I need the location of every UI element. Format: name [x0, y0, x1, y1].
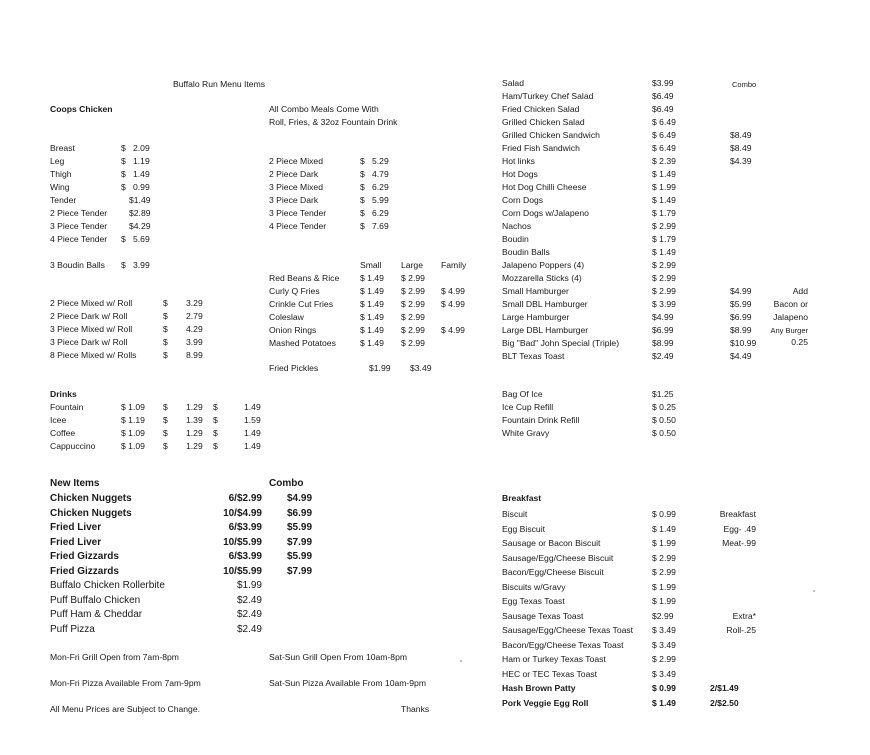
breakfast-item-name: Bacon/Egg/Cheese Texas Toast: [502, 639, 624, 650]
side-item-large: $ 2.99: [401, 286, 425, 296]
grill-item-price: $3.99: [652, 78, 674, 88]
drink-dollar-medium: $: [163, 402, 168, 412]
breakfast-item-price: $ 3.49: [652, 639, 676, 650]
drink-name: Icee: [50, 415, 67, 425]
combo-notice-line1: All Combo Meals Come With: [269, 104, 379, 114]
drinks-heading: Drinks: [50, 389, 77, 399]
grill-item-price: $ 6.49: [652, 117, 676, 127]
breakfast-item-price: $ 1.99: [652, 581, 676, 592]
grill-item-name: Salad: [502, 78, 524, 88]
breakfast-item-note: 2/$1.49: [710, 683, 739, 693]
drink-dollar-large: $: [213, 402, 218, 412]
grill-item-name: Hot Dog Chilli Cheese: [502, 182, 587, 192]
grill-item-price: $ 1.79: [652, 234, 676, 244]
combo-item-dollar: $: [360, 156, 365, 166]
grill-item-price: $ 2.39: [652, 156, 676, 166]
side-item-small: $ 1.49: [360, 312, 384, 322]
new-item-price: $2.49: [236, 594, 262, 606]
chicken-item-name: Breast: [50, 143, 75, 153]
chicken-item-name: Wing: [50, 182, 70, 192]
breakfast-item-price: $ 1.99: [652, 538, 676, 548]
breakfast-item-name: Egg Biscuit: [502, 523, 545, 534]
chicken-item-dollar: $: [121, 156, 126, 166]
misc-item-name: Fountain Drink Refill: [502, 415, 580, 425]
grill-item-name: Nachos: [502, 221, 532, 231]
drink-price-small: $ 1.09: [121, 428, 145, 438]
grill-item-name: Large Hamburger: [502, 312, 570, 322]
mixed-item-name: 2 Piece Mixed w/ Roll: [50, 298, 133, 308]
side-item-large: $ 2.99: [401, 338, 425, 348]
drink-dollar-large: $: [213, 428, 218, 438]
combo-item-dollar: $: [360, 221, 365, 231]
mixed-item-name: 3 Piece Mixed w/ Roll: [50, 324, 133, 334]
mixed-item-dollar: $: [163, 324, 168, 334]
grill-item-price: $ 3.99: [652, 299, 676, 309]
drink-name: Coffee: [50, 428, 76, 438]
combo-item-name: 3 Piece Dark: [269, 195, 319, 205]
grill-item-name: Boudin: [502, 234, 529, 244]
new-item-price: $1.99: [236, 580, 262, 591]
combo-item-name: 2 Piece Dark: [269, 169, 319, 179]
side-item-small: $ 1.49: [360, 338, 384, 348]
grill-item-price: $2.49: [652, 351, 674, 361]
drink-price-medium: 1.29: [186, 428, 203, 438]
grill-hours-weekday: Mon-Fri Grill Open from 7am-8pm: [50, 652, 179, 662]
side-item-family: $ 4.99: [441, 299, 465, 309]
grill-item-price: $6.49: [652, 91, 674, 101]
grill-item-combo: $4.39: [730, 156, 752, 166]
side-item-name: Curly Q Fries: [269, 286, 320, 296]
combo-item-name: 3 Piece Mixed: [269, 182, 323, 192]
new-item-price: 10/$5.99: [223, 565, 262, 577]
menu-title: Buffalo Run Menu Items: [173, 79, 266, 89]
chicken-item-price: $2.89: [129, 208, 151, 218]
grill-item-combo: $8.49: [730, 130, 752, 140]
combo-item-name: 4 Piece Tender: [269, 221, 327, 231]
breakfast-item-price: $ 2.99: [652, 567, 676, 577]
mixed-item-name: 2 Piece Dark w/ Roll: [50, 311, 128, 321]
breakfast-item-note: 2/$2.50: [710, 697, 739, 708]
scan-speck: [460, 660, 462, 662]
pizza-hours-weekday: Mon-Fri Pizza Available From 7am-9pm: [50, 678, 201, 688]
breakfast-item-price: $ 1.49: [652, 523, 676, 534]
grill-item-combo: $8.49: [730, 143, 752, 153]
combo-item-dollar: $: [360, 208, 365, 218]
drink-dollar-large: $: [213, 415, 218, 425]
sides-header-large: Large: [401, 260, 423, 270]
misc-item-price: $ 0.50: [652, 415, 676, 425]
grill-item-price: $4.99: [652, 312, 674, 322]
drink-price-large: 1.49: [244, 428, 261, 438]
combo-item-dollar: $: [360, 182, 365, 192]
breakfast-item-name: Sausage/Egg/Cheese Biscuit: [502, 552, 614, 563]
sides-header-family: Family: [441, 260, 467, 270]
grill-item-name: BLT Texas Toast: [502, 351, 565, 361]
chicken-item-name: Tender: [50, 195, 77, 205]
breakfast-heading: Breakfast: [502, 493, 542, 503]
mixed-item-dollar: $: [163, 298, 168, 308]
side-item-large: $ 2.99: [401, 273, 425, 283]
grill-item-name: Corn Dogs w/Jalapeno: [502, 208, 589, 218]
new-item-name: Fried Gizzards: [50, 551, 119, 562]
new-item-price: 10/$4.99: [223, 507, 262, 519]
combo-item-price: 7.69: [372, 221, 389, 231]
breakfast-item-note: Meat-.99: [722, 538, 756, 548]
grill-item-name: Hot links: [502, 156, 535, 166]
burger-addon-note: 0.25: [791, 337, 808, 347]
new-item-name: Chicken Nuggets: [50, 507, 132, 519]
breakfast-item-name: Biscuits w/Gravy: [502, 581, 566, 592]
chicken-item-dollar: $: [121, 143, 126, 153]
breakfast-item-name: Pork Veggie Egg Roll: [502, 697, 589, 708]
grill-item-price: $ 2.99: [652, 286, 676, 296]
combo-notice-line2: Roll, Fries, & 32oz Fountain Drink: [269, 117, 398, 127]
drink-price-medium: 1.29: [186, 441, 203, 451]
grill-combo-label: Combo: [732, 80, 757, 89]
grill-item-price: $ 6.49: [652, 130, 676, 140]
breakfast-item-price: $ 1.49: [652, 697, 676, 708]
grill-item-name: Fried Fish Sandwich: [502, 143, 580, 153]
grill-item-price: $ 1.99: [652, 182, 676, 192]
breakfast-item-name: Sausage Texas Toast: [502, 610, 584, 621]
chicken-item-price: 0.99: [133, 182, 150, 192]
misc-item-price: $ 0.50: [652, 428, 676, 438]
grill-item-price: $ 1.49: [652, 195, 676, 205]
new-item-combo-price: $4.99: [287, 493, 313, 504]
new-item-name: Fried Liver: [50, 536, 102, 548]
misc-item-name: Bag Of Ice: [502, 389, 543, 399]
grill-item-combo: $8.99: [730, 325, 752, 335]
mixed-item-dollar: $: [163, 337, 168, 347]
grill-item-name: Big "Bad" John Special (Triple): [502, 338, 620, 348]
drink-price-small: $ 1.19: [121, 415, 145, 425]
breakfast-item-name: Ham or Turkey Texas Toast: [502, 654, 606, 664]
grill-item-combo: $10.99: [730, 338, 757, 348]
chicken-item-name: 4 Piece Tender: [50, 234, 108, 244]
grill-item-price: $ 1.79: [652, 208, 676, 218]
new-items-heading: New Items: [50, 478, 100, 489]
new-item-price: 6/$3.99: [228, 522, 262, 533]
grill-item-price: $ 1.49: [652, 169, 676, 179]
grill-item-name: Corn Dogs: [502, 195, 544, 205]
combo-item-price: 5.99: [372, 195, 389, 205]
chicken-item-name: Leg: [50, 156, 65, 166]
burger-addon-note: Bacon or: [773, 299, 808, 309]
new-item-name: Chicken Nuggets: [50, 493, 132, 504]
drink-dollar-large: $: [213, 441, 218, 451]
new-item-name: Fried Gizzards: [50, 565, 119, 577]
new-item-price: $2.49: [236, 623, 262, 635]
new-item-name: Puff Ham & Cheddar: [50, 609, 143, 620]
grill-hours-weekend: Sat-Sun Grill Open From 10am-8pm: [269, 652, 408, 662]
new-items-combo-heading: Combo: [269, 478, 304, 489]
side-item-name: Mashed Potatoes: [269, 338, 336, 348]
grill-item-price: $8.99: [652, 338, 674, 348]
breakfast-item-price: $ 0.99: [652, 509, 676, 519]
misc-item-price: $1.25: [652, 389, 674, 399]
grill-item-price: $ 2.99: [652, 260, 676, 270]
new-item-combo-price: $7.99: [287, 565, 313, 577]
breakfast-item-name: Biscuit: [502, 509, 528, 519]
drink-price-large: 1.49: [244, 402, 261, 412]
grill-item-price: $ 2.99: [652, 221, 676, 231]
misc-item-name: Ice Cup Refill: [502, 402, 554, 412]
burger-addon-note: Jalapeno: [773, 312, 808, 322]
grill-item-name: Hot Dogs: [502, 169, 538, 179]
fried-pickles-small: $1.99: [369, 363, 391, 373]
chicken-heading: Coops Chicken: [50, 104, 113, 114]
grill-item-combo: $4.99: [730, 286, 752, 296]
combo-item-price: 4.79: [372, 169, 389, 179]
new-item-name: Puff Pizza: [50, 623, 95, 635]
fried-pickles-large: $3.49: [410, 363, 432, 373]
drink-dollar-medium: $: [163, 428, 168, 438]
grill-item-combo: $4.49: [730, 351, 752, 361]
combo-item-dollar: $: [360, 169, 365, 179]
grill-item-combo: $5.99: [730, 299, 752, 309]
mixed-item-name: 8 Piece Mixed w/ Rolls: [50, 350, 137, 360]
side-item-small: $ 1.49: [360, 286, 384, 296]
side-item-name: Crinkle Cut Fries: [269, 299, 333, 309]
breakfast-item-price: $ 3.49: [652, 668, 676, 679]
grill-item-name: Jalapeno Poppers (4): [502, 260, 585, 270]
chicken-item-price: $1.49: [129, 195, 151, 205]
breakfast-item-name: Bacon/Egg/Cheese Biscuit: [502, 567, 604, 577]
chicken-item-price: 2.09: [133, 143, 150, 153]
new-item-combo-price: $7.99: [287, 536, 313, 548]
grill-item-name: Ham/Turkey Chef Salad: [502, 91, 594, 101]
chicken-item-price: $4.29: [129, 221, 151, 231]
mixed-item-price: 4.29: [186, 324, 203, 334]
sides-header-small: Small: [360, 260, 382, 270]
combo-item-price: 6.29: [372, 182, 389, 192]
mixed-item-price: 2.79: [186, 311, 203, 321]
new-item-combo-price: $5.99: [287, 522, 313, 533]
breakfast-item-price: $ 0.99: [652, 683, 676, 693]
grill-item-name: Fried Chicken Salad: [502, 104, 580, 114]
scan-speck: [813, 590, 815, 592]
grill-item-name: Grilled Chicken Salad: [502, 117, 585, 127]
drink-dollar-medium: $: [163, 415, 168, 425]
boudin-balls-name: 3 Boudin Balls: [50, 260, 105, 270]
chicken-item-price: 5.69: [133, 234, 150, 244]
mixed-item-dollar: $: [163, 350, 168, 360]
breakfast-item-name: Egg Texas Toast: [502, 596, 565, 606]
new-item-combo-price: $5.99: [287, 551, 313, 562]
chicken-item-dollar: $: [121, 234, 126, 244]
drink-price-small: $ 1.09: [121, 402, 145, 412]
drink-price-medium: 1.39: [186, 415, 203, 425]
mixed-item-price: 3.99: [186, 337, 203, 347]
breakfast-item-name: Hash Brown Patty: [502, 683, 576, 693]
grill-item-name: Small Hamburger: [502, 286, 569, 296]
side-item-large: $ 2.99: [401, 299, 425, 309]
drink-name: Fountain: [50, 402, 84, 412]
mixed-item-dollar: $: [163, 311, 168, 321]
chicken-item-name: Thigh: [50, 169, 72, 179]
side-item-family: $ 4.99: [441, 286, 465, 296]
side-item-large: $ 2.99: [401, 325, 425, 335]
mixed-item-name: 3 Piece Dark w/ Roll: [50, 337, 128, 347]
chicken-item-dollar: $: [121, 182, 126, 192]
side-item-small: $ 1.49: [360, 325, 384, 335]
drink-price-large: 1.49: [244, 441, 261, 451]
chicken-item-name: 2 Piece Tender: [50, 208, 108, 218]
mixed-item-price: 3.29: [186, 298, 203, 308]
new-item-name: Puff Buffalo Chicken: [50, 594, 141, 606]
breakfast-item-price: $2.99: [652, 610, 674, 621]
grill-item-name: Small DBL Hamburger: [502, 299, 588, 309]
combo-item-name: 2 Piece Mixed: [269, 156, 323, 166]
new-item-price: 6/$3.99: [228, 551, 262, 562]
combo-item-price: 6.29: [372, 208, 389, 218]
drink-dollar-medium: $: [163, 441, 168, 451]
grill-item-price: $6.49: [652, 104, 674, 114]
side-item-family: $ 4.99: [441, 325, 465, 335]
drink-name: Cappuccino: [50, 441, 96, 451]
breakfast-item-name: HEC or TEC Texas Toast: [502, 668, 598, 679]
chicken-item-name: 3 Piece Tender: [50, 221, 108, 231]
grill-item-name: Grilled Chicken Sandwich: [502, 130, 600, 140]
grill-item-price: $ 2.99: [652, 273, 676, 283]
breakfast-item-price: $ 2.99: [652, 654, 676, 664]
combo-item-name: 3 Piece Tender: [269, 208, 327, 218]
breakfast-item-price: $ 2.99: [652, 552, 676, 563]
drink-price-medium: 1.29: [186, 402, 203, 412]
side-item-large: $ 2.99: [401, 312, 425, 322]
pizza-hours-weekend: Sat-Sun Pizza Available From 10am-9pm: [269, 678, 426, 688]
breakfast-item-price: $ 3.49: [652, 625, 676, 635]
new-item-name: Buffalo Chicken Rollerbite: [50, 580, 165, 591]
new-item-price: 6/$2.99: [228, 493, 262, 504]
combo-item-dollar: $: [360, 195, 365, 205]
boudin-balls-dollar: $: [121, 260, 126, 270]
grill-item-name: Large DBL Hamburger: [502, 325, 589, 335]
side-item-name: Red Beans & Rice: [269, 273, 340, 283]
breakfast-item-name: Sausage/Egg/Cheese Texas Toast: [502, 625, 634, 635]
side-item-name: Onion Rings: [269, 325, 317, 335]
new-item-price: 10/$5.99: [223, 536, 262, 548]
misc-item-price: $ 0.25: [652, 402, 676, 412]
side-item-small: $ 1.49: [360, 299, 384, 309]
misc-item-name: White Gravy: [502, 428, 550, 438]
chicken-item-price: 1.49: [133, 169, 150, 179]
grill-item-price: $ 6.49: [652, 143, 676, 153]
fried-pickles-name: Fried Pickles: [269, 363, 319, 373]
breakfast-item-note: Egg- .49: [723, 523, 756, 534]
mixed-item-price: 8.99: [186, 350, 203, 360]
thanks-note: Thanks: [401, 704, 430, 714]
burger-addon-note: Any Burger: [770, 326, 808, 335]
new-item-name: Fried Liver: [50, 522, 102, 533]
chicken-item-price: 1.19: [133, 156, 150, 166]
grill-item-name: Mozzarella Sticks (4): [502, 273, 582, 283]
breakfast-item-note: Roll-.25: [726, 625, 756, 635]
new-item-price: $2.49: [236, 609, 262, 620]
drink-price-small: $ 1.09: [121, 441, 145, 451]
breakfast-item-note: Extra*: [732, 610, 756, 621]
breakfast-item-price: $ 1.99: [652, 596, 676, 606]
grill-item-combo: $6.99: [730, 312, 752, 322]
grill-item-price: $6.99: [652, 325, 674, 335]
new-item-combo-price: $6.99: [287, 507, 313, 519]
boudin-balls-price: 3.99: [133, 260, 150, 270]
grill-item-price: $ 1.49: [652, 247, 676, 257]
drink-price-large: 1.59: [244, 415, 261, 425]
price-change-notice: All Menu Prices are Subject to Change.: [50, 704, 200, 714]
side-item-small: $ 1.49: [360, 273, 384, 283]
side-item-name: Coleslaw: [269, 312, 304, 322]
chicken-item-dollar: $: [121, 169, 126, 179]
breakfast-item-note: Breakfast: [719, 509, 756, 519]
breakfast-item-name: Sausage or Bacon Biscuit: [502, 538, 601, 548]
combo-item-price: 5.29: [372, 156, 389, 166]
grill-item-name: Boudin Balls: [502, 247, 550, 257]
burger-addon-note: Add: [792, 286, 808, 296]
